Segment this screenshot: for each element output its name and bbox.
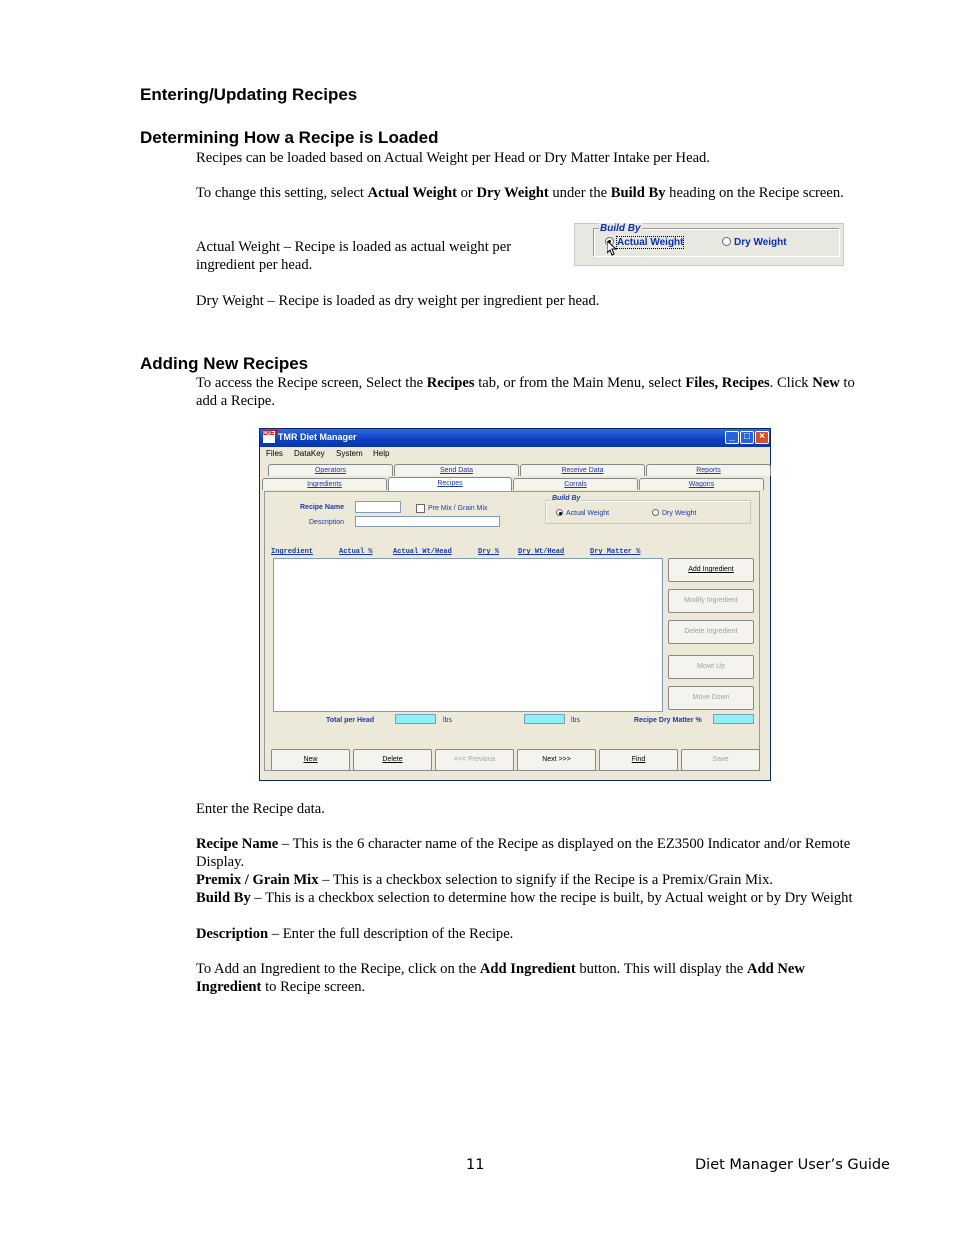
minimize-icon[interactable]: _ — [725, 431, 739, 444]
dry-weight-radio[interactable] — [722, 237, 787, 248]
app-dry-weight-radio[interactable] — [652, 509, 697, 517]
paragraph-change-setting: To change this setting, select Actual Weight or Dry Weight under the Build By heading on the Recipe screen. — [196, 185, 844, 201]
col-actual-wt-head: Actual Wt/Head — [393, 548, 452, 556]
dry-weight-label: Dry Weight — [734, 237, 787, 248]
col-dry-pct: Dry % — [478, 548, 500, 556]
definition-description: Description – Enter the full description of the Recipe. — [196, 926, 514, 942]
build-by-group-legend: Build By — [552, 495, 581, 502]
app-dry-weight-label: Dry Weight — [662, 510, 697, 517]
definition-premix: Premix / Grain Mix – This is a checkbox selection to signify if the Recipe is a Premix/Grain Mix. — [196, 872, 774, 888]
tab-wagons[interactable]: Wagons — [639, 478, 764, 490]
definition-recipe-name: Recipe Name – This is the 6 character name of the Recipe as displayed on the EZ3500 Indicator and/or Remote Display. — [196, 836, 851, 870]
tab-operators[interactable]: Operators — [268, 464, 393, 476]
tab-ingredients[interactable]: Ingredients — [262, 478, 387, 490]
recipe-name-label: Recipe Name — [300, 504, 344, 511]
move-down-button[interactable]: Move Down — [668, 686, 754, 710]
close-icon[interactable]: × — [755, 431, 769, 444]
app-actual-weight-radio[interactable] — [556, 509, 609, 517]
tab-row-top — [264, 464, 764, 477]
lbs-label-2: lbs — [571, 717, 580, 724]
description-label: Description — [309, 519, 345, 526]
build-by-legend: Build By — [600, 223, 641, 234]
previous-button[interactable]: <<< Previous — [435, 749, 514, 771]
paragraph-enter-data: Enter the Recipe data. — [196, 801, 325, 817]
tab-corrals[interactable]: Corrals — [513, 478, 638, 490]
radio-empty-icon — [722, 237, 731, 246]
tab-recipes[interactable]: Recipes — [388, 477, 512, 491]
menu-files[interactable]: Files — [266, 449, 283, 458]
app-actual-weight-label: Actual Weight — [566, 510, 610, 517]
paragraph-add-ingredient: To Add an Ingredient to the Recipe, click on the Add Ingredient button. This will display the Add New Ingredient to Recipe screen. — [196, 961, 805, 995]
delete-button[interactable]: Delete — [353, 749, 432, 771]
paragraph-access-recipe: To access the Recipe screen, Select the Recipes tab, or from the Main Menu, select Files, Recipes. Click New to add a Recipe. — [196, 375, 855, 409]
find-button[interactable]: Find — [599, 749, 678, 771]
tab-reports[interactable]: Reports — [646, 464, 771, 476]
col-ingredient: Ingredient — [271, 548, 314, 556]
tab-receive-data[interactable]: Receive Data — [520, 464, 645, 476]
premix-checkbox[interactable] — [416, 504, 425, 513]
total-dry-field — [524, 714, 565, 724]
recipe-panel — [264, 491, 760, 771]
paragraph-actual-weight: Actual Weight – Recipe is loaded as actual weight per ingredient per head. — [196, 239, 512, 273]
lbs-label-1: lbs — [443, 717, 452, 724]
next-button[interactable]: Next >>> — [517, 749, 596, 771]
modify-ingredient-button[interactable]: Modify Ingredient — [668, 589, 754, 613]
app-icon: DIET — [263, 431, 275, 443]
mouse-cursor-icon — [607, 241, 617, 257]
section-heading-entering: Entering/Updating Recipes — [140, 85, 358, 104]
col-actual-pct: Actual % — [339, 548, 373, 556]
page-number: 11 — [466, 1157, 485, 1173]
premix-label: Pre Mix / Grain Mix — [428, 505, 488, 512]
ingredient-list[interactable] — [273, 558, 663, 712]
paragraph-dry-weight: Dry Weight – Recipe is loaded as dry weight per ingredient per head. — [196, 293, 600, 309]
section-heading-loaded: Determining How a Recipe is Loaded — [140, 128, 439, 147]
guide-title: Diet Manager User’s Guide — [695, 1157, 890, 1173]
maximize-icon[interactable]: □ — [740, 431, 754, 444]
title-bar — [260, 429, 770, 447]
tab-send-data[interactable]: Send Data — [394, 464, 519, 476]
recipe-dry-matter-label: Recipe Dry Matter % — [634, 717, 702, 724]
description-input[interactable] — [355, 516, 500, 527]
delete-ingredient-button[interactable]: Delete Ingredient — [668, 620, 754, 644]
save-button[interactable]: Save — [681, 749, 760, 771]
menu-help[interactable]: Help — [373, 449, 390, 458]
radio-empty-icon — [652, 509, 659, 516]
col-dry-wt-head: Dry Wt/Head — [518, 548, 565, 556]
menu-bar — [260, 447, 770, 460]
recipe-name-input[interactable] — [355, 501, 401, 513]
menu-system[interactable]: System — [336, 449, 363, 458]
build-by-screenshot — [574, 223, 844, 266]
col-dry-matter-pct: Dry Matter % — [590, 548, 641, 556]
menu-datakey[interactable]: DataKey — [294, 449, 325, 458]
actual-weight-label: Actual Weight — [617, 237, 684, 248]
new-button[interactable]: New — [271, 749, 350, 771]
add-ingredient-button[interactable]: Add Ingredient — [668, 558, 754, 582]
move-up-button[interactable]: Move Up — [668, 655, 754, 679]
tmr-diet-manager-window — [259, 428, 771, 781]
total-actual-field — [395, 714, 436, 724]
recipe-dry-matter-field — [713, 714, 754, 724]
build-by-group — [545, 495, 751, 524]
definition-build-by: Build By – This is a checkbox selection to determine how the recipe is built, by Actual weight or by Dry Weight — [196, 890, 853, 906]
total-per-head-label: Total per Head — [326, 717, 375, 724]
radio-selected-icon — [556, 509, 563, 516]
tab-row-bottom — [262, 478, 766, 491]
section-heading-adding: Adding New Recipes — [140, 354, 309, 373]
paragraph-loading-options: Recipes can be loaded based on Actual Weight per Head or Dry Matter Intake per Head. — [196, 150, 711, 166]
window-title: TMR Diet Manager — [278, 432, 357, 442]
